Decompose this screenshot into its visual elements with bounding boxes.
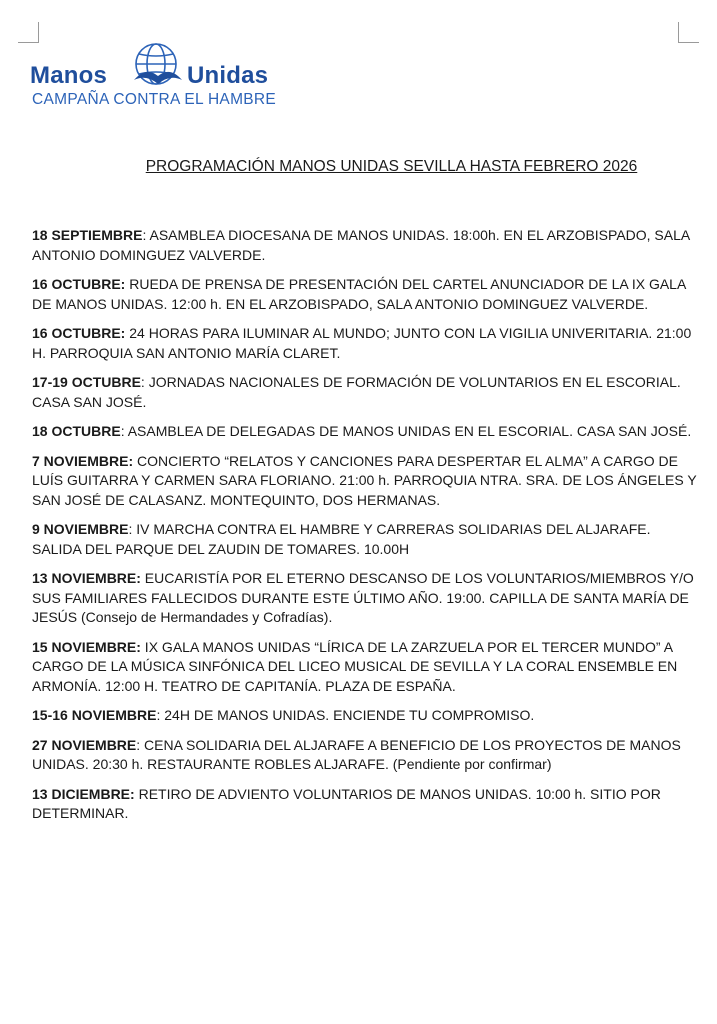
event-list	[32, 226, 697, 834]
event-description: 24H DE MANOS UNIDAS. ENCIENDE TU COMPROMISO.	[160, 707, 535, 723]
manos-unidas-logo	[30, 40, 300, 115]
brand-word-unidas: Unidas	[187, 62, 269, 89]
brand-word-manos: Manos	[30, 62, 108, 89]
event-date: 13 DICIEMBRE:	[32, 785, 135, 802]
event-description: IV MARCHA CONTRA EL HAMBRE Y CARRERAS SOLIDARIAS DEL ALJARAFE. SALIDA DEL PARQUE DEL ZAUDIN DE TOMARES. 10.00H	[32, 521, 651, 557]
event-description: JORNADAS NACIONALES DE FORMACIÓN DE VOLUNTARIOS EN EL ESCORIAL. CASA SAN JOSÉ.	[32, 374, 681, 410]
event-description: CENA SOLIDARIA DEL ALJARAFE A BENEFICIO DE LOS PROYECTOS DE MANOS UNIDAS. 20:30 h. RESTAURANTE ROBLES ALJARAFE. (Pendiente por confirmar)	[32, 736, 681, 772]
event-item: 18 OCTUBRE: ASAMBLEA DE DELEGADAS DE MANOS UNIDAS EN EL ESCORIAL. CASA SAN JOSÉ.	[32, 423, 692, 439]
event-item: 15-16 NOVIEMBRE: 24H DE MANOS UNIDAS. ENCIENDE TU COMPROMISO.	[32, 707, 535, 723]
event-description: ASAMBLEA DE DELEGADAS DE MANOS UNIDAS EN EL ESCORIAL. CASA SAN JOSÉ.	[124, 423, 692, 439]
event-item	[32, 324, 697, 363]
crop-mark-top-right	[678, 22, 699, 43]
page-title: PROGRAMACIÓN MANOS UNIDAS SEVILLA HASTA FEBRERO 2026	[145, 158, 638, 175]
event-date: 13 NOVIEMBRE:	[32, 570, 141, 586]
event-date: 7 NOVIEMBRE:	[32, 452, 134, 469]
event-description: 24 HORAS PARA ILUMINAR AL MUNDO; JUNTO CON LA VIGILIA UNIVERITARIA. 21:00 H. PARROQUIA SAN ANTONIO MARÍA CLARET.	[32, 325, 692, 361]
brand-tagline: CAMPAÑA CONTRA EL HAMBRE	[32, 91, 277, 108]
event-date: 27 NOVIEMBRE	[32, 736, 137, 753]
event-date: 16 OCTUBRE:	[32, 325, 126, 341]
event-date: 16 OCTUBRE:	[32, 276, 126, 292]
event-item	[32, 638, 697, 697]
event-date: 15 NOVIEMBRE:	[32, 638, 141, 655]
event-item	[32, 275, 697, 314]
event-description: RETIRO DE ADVIENTO VOLUNTARIOS DE MANOS UNIDAS. 10:00 h. SITIO POR DETERMINAR.	[32, 785, 661, 821]
event-date: 9 NOVIEMBRE	[32, 521, 129, 537]
event-description: RUEDA DE PRENSA DE PRESENTACIÓN DEL CARTEL ANUNCIADOR DE LA IX GALA DE MANOS UNIDAS. 12:00 h. EN EL ARZOBISPADO, SALA ANTONIO DOMINGUEZ VALVERDE.	[32, 276, 686, 312]
event-date: 18 OCTUBRE	[32, 423, 121, 439]
event-description: ASAMBLEA DIOCESANA DE MANOS UNIDAS. 18:00h. EN EL ARZOBISPADO, SALA ANTONIO DOMINGUEZ VALVERDE.	[32, 227, 690, 263]
event-date: 17-19 OCTUBRE	[32, 374, 141, 390]
event-item: 27 NOVIEMBRE: CENA SOLIDARIA DEL ALJARAFE A BENEFICIO DE LOS PROYECTOS DE MANOS UNIDAS. 20:30 h. RESTAURANTE ROBLES ALJARAFE. (Pendiente por confirmar)	[32, 736, 681, 772]
event-item: 18 SEPTIEMBRE: ASAMBLEA DIOCESANA DE MANOS UNIDAS. 18:00h. EN EL ARZOBISPADO, SALA ANTONIO DOMINGUEZ VALVERDE.	[32, 227, 690, 263]
event-item	[32, 569, 697, 628]
event-item	[32, 452, 697, 511]
brand-name	[30, 62, 300, 90]
event-date: 15-16 NOVIEMBRE	[32, 707, 157, 723]
event-description: IX GALA MANOS UNIDAS “LÍRICA DE LA ZARZUELA POR EL TERCER MUNDO” A CARGO DE LA MÚSICA SINFÓNICA DEL LICEO MUSICAL DE SEVILLA Y LA CORAL ENSEMBLE EN ARMONÍA. 12:00 H. TEATRO DE CAPITANÍA. PLAZA DE ESPAÑA.	[32, 638, 678, 694]
event-item: 17-19 OCTUBRE: JORNADAS NACIONALES DE FORMACIÓN DE VOLUNTARIOS EN EL ESCORIAL. CASA SAN JOSÉ.	[32, 374, 681, 410]
event-item	[32, 785, 697, 824]
event-description: CONCIERTO “RELATOS Y CANCIONES PARA DESPERTAR EL ALMA” A CARGO DE LUÍS GUITARRA Y CARMEN SARA FLORIANO. 21:00 h. PARROQUIA NTRA. SRA. DE LOS ÁNGELES Y SAN JOSÉ DE CALASANZ. MONTEQUINTO, DOS HERMANAS.	[32, 452, 697, 508]
event-item: 9 NOVIEMBRE: IV MARCHA CONTRA EL HAMBRE Y CARRERAS SOLIDARIAS DEL ALJARAFE. SALIDA DEL PARQUE DEL ZAUDIN DE TOMARES. 10.00H	[32, 521, 651, 557]
event-date: 18 SEPTIEMBRE	[32, 227, 143, 243]
event-description: EUCARISTÍA POR EL ETERNO DESCANSO DE LOS VOLUNTARIOS/MIEMBROS Y/O SUS FAMILIARES FALLECIDOS DURANTE ESTE ÚLTIMO AÑO. 19:00. CAPILLA DE SANTA MARÍA DE JESÚS (Consejo de Hermandades y Cofradías).	[32, 570, 694, 625]
